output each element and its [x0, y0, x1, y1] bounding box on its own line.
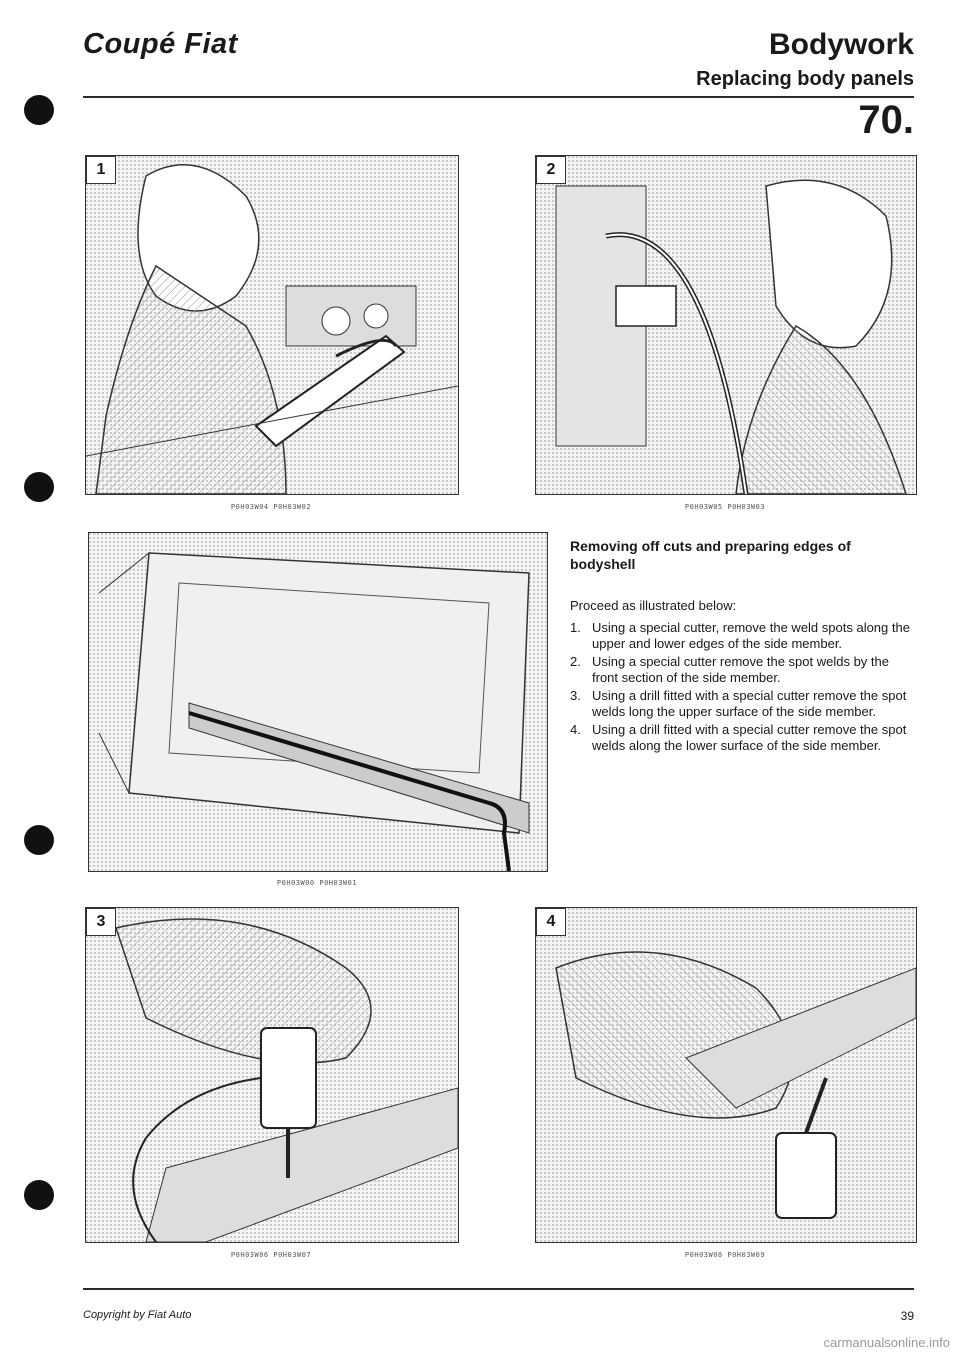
copyright-notice: Copyright by Fiat Auto	[83, 1309, 192, 1321]
binder-hole	[24, 95, 54, 125]
step-text: Using a special cutter remove the spot welds by the front section of the side member.	[592, 654, 889, 685]
list-item	[570, 654, 915, 686]
procedure-steps	[570, 620, 915, 756]
step-number: 3.	[570, 688, 581, 703]
figure-3-code: P0H03W06 P0H03W07	[230, 1251, 312, 1259]
site-watermark: carmanualsonline.info	[823, 1335, 950, 1350]
page-reference-number: 70.	[858, 98, 914, 142]
step-text: Using a special cutter, remove the weld spots along the upper and lower edges of the side member.	[592, 620, 910, 651]
binder-hole	[24, 825, 54, 855]
figure-4-code: P0H03W08 P0H03W09	[684, 1251, 766, 1259]
step-number: 1.	[570, 620, 581, 635]
figure-1-number: 1	[86, 156, 116, 184]
list-item	[570, 722, 915, 754]
figure-2-number: 2	[536, 156, 566, 184]
side-member-drawing	[89, 533, 547, 871]
binder-hole	[24, 1180, 54, 1210]
side-member-figure-code: P0H03W00 P0H03W01	[276, 879, 358, 887]
procedure-intro: Proceed as illustrated below:	[570, 598, 737, 613]
manual-brand-title: Coupé Fiat	[83, 28, 238, 60]
figure-4-number: 4	[536, 908, 566, 936]
figure-3-number: 3	[86, 908, 116, 936]
subsection-title: Replacing body panels	[696, 68, 914, 90]
figure-2-illustration	[535, 155, 917, 495]
step-text: Using a drill fitted with a special cutter remove the spot welds long the upper surface of the side member.	[592, 688, 907, 719]
figure-4-illustration	[535, 907, 917, 1243]
list-item	[570, 688, 915, 720]
step-text: Using a drill fitted with a special cutter remove the spot welds along the lower surface of the side member.	[592, 722, 907, 753]
figure-3-illustration	[85, 907, 459, 1243]
step-number: 2.	[570, 654, 581, 669]
list-item	[570, 620, 915, 652]
section-title: Bodywork	[768, 28, 914, 61]
figure-1-drawing	[86, 156, 458, 494]
figure-3-drawing	[86, 908, 458, 1242]
page-number: 39	[900, 1309, 914, 1323]
figure-1-illustration	[85, 155, 459, 495]
header-rule	[83, 96, 914, 98]
figure-2-drawing	[536, 156, 916, 494]
footer-rule	[83, 1288, 914, 1290]
figure-4-drawing	[536, 908, 916, 1242]
step-number: 4.	[570, 722, 581, 737]
side-member-illustration	[88, 532, 548, 872]
procedure-heading: Removing off cuts and preparing edges of bodyshell	[570, 538, 851, 572]
figure-2-code: P0H03W05 P0H03W03	[684, 503, 766, 511]
binder-hole	[24, 472, 54, 502]
figure-1-code: P0H03W04 P0H03W02	[230, 503, 312, 511]
